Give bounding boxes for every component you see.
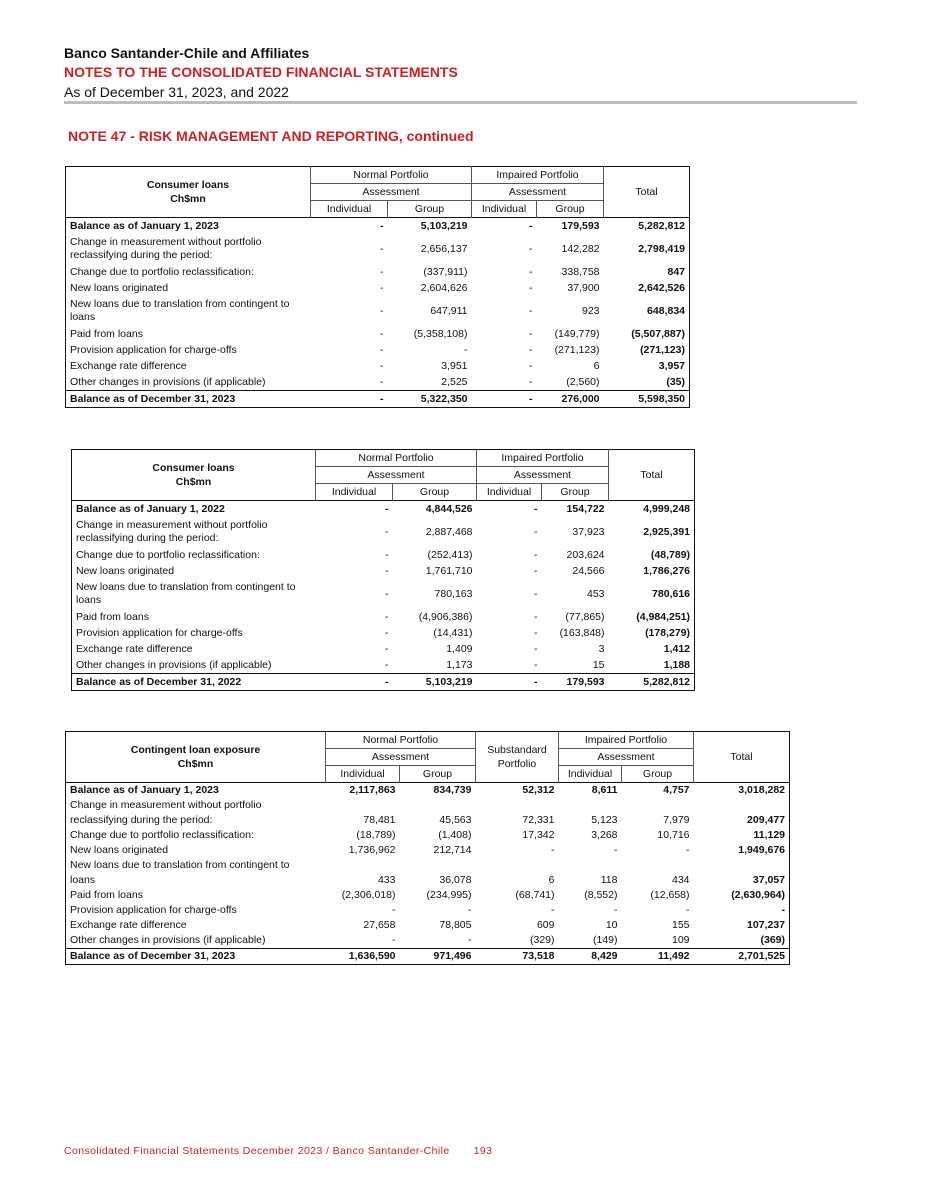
cell: 1,761,710: [425, 564, 473, 577]
cell: 142,282: [561, 242, 600, 255]
col-normal-assessment: Assessment: [316, 467, 477, 484]
cell: (1,408): [438, 829, 472, 841]
cell: -: [380, 219, 384, 232]
cell: 971,496: [433, 950, 472, 962]
table-title-line1: Consumer loans: [146, 179, 230, 191]
cell: 2,604,626: [420, 281, 468, 294]
cell: 118: [600, 874, 618, 886]
cell: 1,949,676: [738, 844, 786, 856]
cell: 5,282,812: [638, 219, 686, 232]
cell: -: [385, 675, 389, 688]
table-title: [66, 167, 311, 218]
consumer-loans-2022-table: [71, 449, 695, 691]
cell: 2,925,391: [643, 525, 691, 538]
cell: -: [529, 343, 533, 356]
col-impaired-group: Group: [622, 766, 694, 783]
cell: -: [551, 844, 555, 856]
cell: -: [529, 281, 533, 294]
table-title: [66, 732, 326, 783]
cell: (18,789): [356, 829, 396, 841]
cell: -: [551, 904, 555, 916]
cell: -: [385, 564, 389, 577]
cell: -: [529, 242, 533, 255]
cell: 6: [548, 874, 555, 886]
row-label: reclassifying during the period:: [70, 814, 213, 826]
col-impaired-assessment: Assessment: [472, 184, 604, 201]
col-impaired-portfolio: Impaired Portfolio: [559, 732, 694, 749]
cell: -: [534, 610, 538, 623]
cell: 3,268: [591, 829, 618, 841]
cell: (2,306,018): [341, 889, 396, 901]
cell: -: [380, 304, 384, 317]
cell: -: [534, 548, 538, 561]
cell: (14,431): [433, 626, 473, 639]
cell: 780,163: [434, 587, 473, 600]
col-normal-individual: Individual: [316, 484, 393, 501]
cell: -: [534, 587, 538, 600]
cell: -: [385, 587, 389, 600]
row-label: Paid from loans: [70, 889, 143, 901]
cell: 648,834: [647, 304, 686, 317]
cell: 780,616: [652, 587, 691, 600]
company-name: Banco Santander-Chile and Affiliates: [64, 45, 310, 61]
row-label: Balance as of January 1, 2023: [70, 784, 219, 796]
cell: -: [614, 844, 618, 856]
col-impaired-assessment: Assessment: [477, 467, 609, 484]
cell: 78,805: [439, 919, 472, 931]
cell: -: [392, 904, 396, 916]
cell: (149): [592, 934, 618, 946]
col-normal-group: Group: [393, 484, 477, 501]
cell: 155: [671, 919, 690, 931]
cell: 11,129: [753, 829, 786, 841]
col-impaired-portfolio: Impaired Portfolio: [472, 167, 604, 184]
cell: (329): [529, 934, 555, 946]
cell: [694, 858, 790, 873]
cell: 5,103,219: [420, 219, 468, 232]
cell: 154,722: [566, 502, 605, 515]
cell: -: [380, 242, 384, 255]
col-impaired-group: Group: [537, 201, 604, 218]
cell: 37,900: [567, 281, 600, 294]
col-normal-assessment: Assessment: [311, 184, 472, 201]
cell: 11,492: [657, 950, 690, 962]
row-label: Change in measurement without portfolio: [70, 799, 262, 811]
cell: (271,123): [640, 343, 686, 356]
page-number: 193: [473, 1145, 493, 1157]
cell: 2,798,419: [638, 242, 686, 255]
col-normal-group: Group: [400, 766, 476, 783]
table-title-line2: Ch$mn: [170, 193, 206, 205]
cell: 3,018,282: [738, 784, 786, 796]
cell: -: [385, 548, 389, 561]
col-impaired-group: Group: [542, 484, 609, 501]
cell: 2,642,526: [638, 281, 686, 294]
final-row-label: Balance as of December 31, 2023: [70, 392, 236, 405]
table-title-line2: Ch$mn: [175, 476, 212, 488]
cell: -: [686, 904, 690, 916]
cell: -: [534, 502, 538, 515]
cell: 1,786,276: [643, 564, 691, 577]
row-label: New loans originated: [76, 564, 175, 577]
cell: -: [464, 343, 468, 356]
cell: 647,911: [430, 304, 468, 317]
cell: (2,560): [566, 375, 600, 388]
cell: 1,409: [446, 642, 473, 655]
cell: (48,789): [650, 548, 691, 561]
row-label: Change in measurement without portfolio reclassifying during the period:: [76, 519, 268, 544]
cell: -: [534, 658, 538, 671]
cell: -: [529, 375, 533, 388]
cell: (5,358,108): [413, 327, 468, 340]
report-header: [64, 44, 458, 102]
report-date: As of December 31, 2023, and 2022: [64, 84, 289, 100]
notes-heading: NOTES TO THE CONSOLIDATED FINANCIAL STATEMENTS: [64, 64, 458, 80]
final-row-label: Balance as of December 31, 2022: [76, 675, 242, 688]
col-impaired-portfolio: Impaired Portfolio: [477, 450, 609, 467]
cell: 10: [605, 919, 618, 931]
cell: (234,995): [426, 889, 472, 901]
cell: 179,593: [561, 219, 600, 232]
cell: -: [686, 844, 690, 856]
col-normal-assessment: Assessment: [326, 749, 476, 766]
cell: (4,984,251): [636, 610, 691, 623]
cell: -: [385, 642, 389, 655]
row-label: Exchange rate difference: [70, 359, 187, 372]
footer-text: Consolidated Financial Statements December 2023 / Banco Santander-Chile: [64, 1145, 450, 1157]
col-substandard-portfolio: Substandard Portfolio: [476, 732, 559, 783]
cell: (8,552): [584, 889, 618, 901]
col-impaired-individual: Individual: [472, 201, 537, 218]
cell: [622, 798, 694, 813]
cell: -: [529, 392, 533, 405]
page-footer: [64, 1145, 492, 1157]
cell: -: [385, 502, 389, 515]
table-title-line1: Consumer loans: [152, 462, 235, 474]
cell: [476, 798, 559, 813]
cell: 52,312: [522, 784, 555, 796]
cell: 434: [671, 874, 690, 886]
row-label: Balance as of January 1, 2023: [70, 219, 219, 232]
cell: 4,999,248: [643, 502, 691, 515]
col-normal-portfolio: Normal Portfolio: [311, 167, 472, 184]
cell: 433: [377, 874, 396, 886]
cell: -: [468, 904, 472, 916]
cell: [476, 858, 559, 873]
cell: -: [385, 525, 389, 538]
cell: (149,779): [554, 327, 600, 340]
col-normal-portfolio: Normal Portfolio: [326, 732, 476, 749]
cell: 73,518: [522, 950, 555, 962]
row-label: New loans originated: [70, 281, 169, 294]
row-label: Exchange rate difference: [70, 919, 187, 931]
col-total: Total: [604, 167, 690, 218]
cell: -: [534, 675, 538, 688]
cell: 179,593: [566, 675, 605, 688]
cell: 1,173: [446, 658, 473, 671]
contingent-loan-exposure-table: [65, 731, 790, 965]
cell: 2,525: [441, 375, 468, 388]
cell: -: [380, 375, 384, 388]
cell: 72,331: [522, 814, 555, 826]
table-title: [72, 450, 316, 501]
cell: (271,123): [554, 343, 600, 356]
cell: (12,658): [650, 889, 690, 901]
cell: -: [380, 265, 384, 278]
row-label: Paid from loans: [76, 610, 149, 623]
table-title-line1: Contingent loan exposure: [130, 744, 261, 756]
col-impaired-assessment: Assessment: [559, 749, 694, 766]
cell: 27,658: [363, 919, 396, 931]
table-title-line2: Ch$mn: [177, 758, 214, 770]
cell: 609: [536, 919, 555, 931]
cell: -: [380, 327, 384, 340]
cell: -: [380, 359, 384, 372]
cell: 276,000: [561, 392, 600, 405]
cell: (2,630,964): [731, 889, 786, 901]
cell: 209,477: [747, 814, 786, 826]
cell: 24,566: [572, 564, 605, 577]
cell: [559, 798, 622, 813]
row-label: Other changes in provisions (if applicable): [76, 658, 272, 671]
consumer-loans-2023-table: [65, 166, 690, 408]
cell: (68,741): [515, 889, 555, 901]
row-label: Change in measurement without portfolio reclassifying during the period:: [70, 236, 262, 261]
cell: 109: [671, 934, 690, 946]
cell: -: [385, 610, 389, 623]
cell: (163,848): [559, 626, 605, 639]
row-label: Other changes in provisions (if applicable): [70, 934, 266, 946]
cell: 2,117,863: [349, 784, 396, 796]
cell: 1,736,962: [348, 844, 396, 856]
cell: -: [529, 219, 533, 232]
cell: 3: [598, 642, 605, 655]
cell: -: [380, 281, 384, 294]
cell: -: [534, 642, 538, 655]
cell: -: [529, 265, 533, 278]
cell: 4,757: [663, 784, 690, 796]
cell: 1,412: [663, 642, 691, 655]
cell: 107,237: [747, 919, 786, 931]
cell: 37,057: [752, 874, 786, 886]
cell: 7,979: [663, 814, 690, 826]
cell: [622, 858, 694, 873]
cell: 203,624: [566, 548, 605, 561]
row-label: New loans due to translation from contingent to loans: [70, 298, 290, 323]
col-total: Total: [609, 450, 695, 501]
row-label: Provision application for charge-offs: [70, 904, 237, 916]
cell: 10,716: [657, 829, 690, 841]
cell: -: [781, 904, 786, 916]
row-label: Provision application for charge-offs: [76, 626, 243, 639]
cell: [326, 798, 400, 813]
cell: (369): [760, 934, 786, 946]
cell: [559, 858, 622, 873]
row-label: Provision application for charge-offs: [70, 343, 237, 356]
cell: [326, 858, 400, 873]
col-normal-individual: Individual: [326, 766, 400, 783]
cell: 2,887,468: [425, 525, 473, 538]
cell: -: [380, 392, 384, 405]
cell: 6: [593, 359, 600, 372]
cell: -: [385, 626, 389, 639]
row-label: Change due to portfolio reclassification:: [70, 829, 254, 841]
row-label: Balance as of January 1, 2022: [76, 502, 225, 515]
row-label: New loans due to translation from contingent to loans: [76, 581, 296, 606]
cell: 2,701,525: [738, 950, 786, 962]
cell: [694, 798, 790, 813]
cell: -: [534, 525, 538, 538]
cell: 1,636,590: [348, 950, 396, 962]
cell: 5,103,219: [425, 675, 473, 688]
cell: (252,413): [427, 548, 473, 561]
row-label: Paid from loans: [70, 327, 143, 340]
cell: 78,481: [363, 814, 396, 826]
col-impaired-individual: Individual: [559, 766, 622, 783]
cell: 212,714: [433, 844, 472, 856]
cell: 15: [592, 658, 605, 671]
cell: -: [380, 343, 384, 356]
cell: -: [392, 934, 396, 946]
cell: 5,598,350: [638, 392, 686, 405]
header-divider: [64, 101, 857, 104]
cell: [400, 798, 476, 813]
cell: (5,507,887): [631, 327, 686, 340]
cell: (337,911): [423, 265, 468, 278]
cell: 3,951: [441, 359, 468, 372]
cell: -: [614, 904, 618, 916]
cell: 5,282,812: [643, 675, 691, 688]
cell: (77,865): [565, 610, 605, 623]
cell: 36,078: [439, 874, 472, 886]
row-label: Change due to portfolio reclassification:: [76, 548, 260, 561]
cell: (178,279): [645, 626, 691, 639]
cell: -: [385, 658, 389, 671]
cell: 847: [667, 265, 686, 278]
cell: -: [529, 359, 533, 372]
cell: 17,342: [522, 829, 555, 841]
cell: 8,429: [591, 950, 618, 962]
cell: 453: [586, 587, 605, 600]
cell: (4,906,386): [418, 610, 473, 623]
note-title: NOTE 47 - RISK MANAGEMENT AND REPORTING, continued: [68, 128, 474, 144]
cell: 338,758: [561, 265, 600, 278]
row-label: Exchange rate difference: [76, 642, 193, 655]
cell: 2,656,137: [420, 242, 468, 255]
final-row-label: Balance as of December 31, 2023: [70, 950, 236, 962]
cell: 37,923: [572, 525, 605, 538]
cell: 834,739: [433, 784, 472, 796]
cell: (35): [666, 375, 686, 388]
col-total: Total: [694, 732, 790, 783]
cell: -: [534, 564, 538, 577]
row-label: New loans due to translation from contingent to: [70, 859, 290, 871]
cell: 8,611: [591, 784, 618, 796]
cell: 3,957: [658, 359, 686, 372]
row-label: Change due to portfolio reclassification:: [70, 265, 254, 278]
row-label: loans: [70, 874, 96, 886]
cell: 45,563: [439, 814, 472, 826]
cell: 1,188: [663, 658, 691, 671]
col-normal-individual: Individual: [311, 201, 388, 218]
cell: -: [468, 934, 472, 946]
cell: 5,123: [591, 814, 618, 826]
cell: 923: [581, 304, 600, 317]
cell: 5,322,350: [420, 392, 468, 405]
row-label: Other changes in provisions (if applicable): [70, 375, 266, 388]
cell: -: [529, 304, 533, 317]
row-label: New loans originated: [70, 844, 169, 856]
col-impaired-individual: Individual: [477, 484, 542, 501]
col-normal-portfolio: Normal Portfolio: [316, 450, 477, 467]
cell: [400, 858, 476, 873]
cell: -: [534, 626, 538, 639]
col-normal-group: Group: [388, 201, 472, 218]
cell: -: [529, 327, 533, 340]
cell: 4,844,526: [425, 502, 473, 515]
